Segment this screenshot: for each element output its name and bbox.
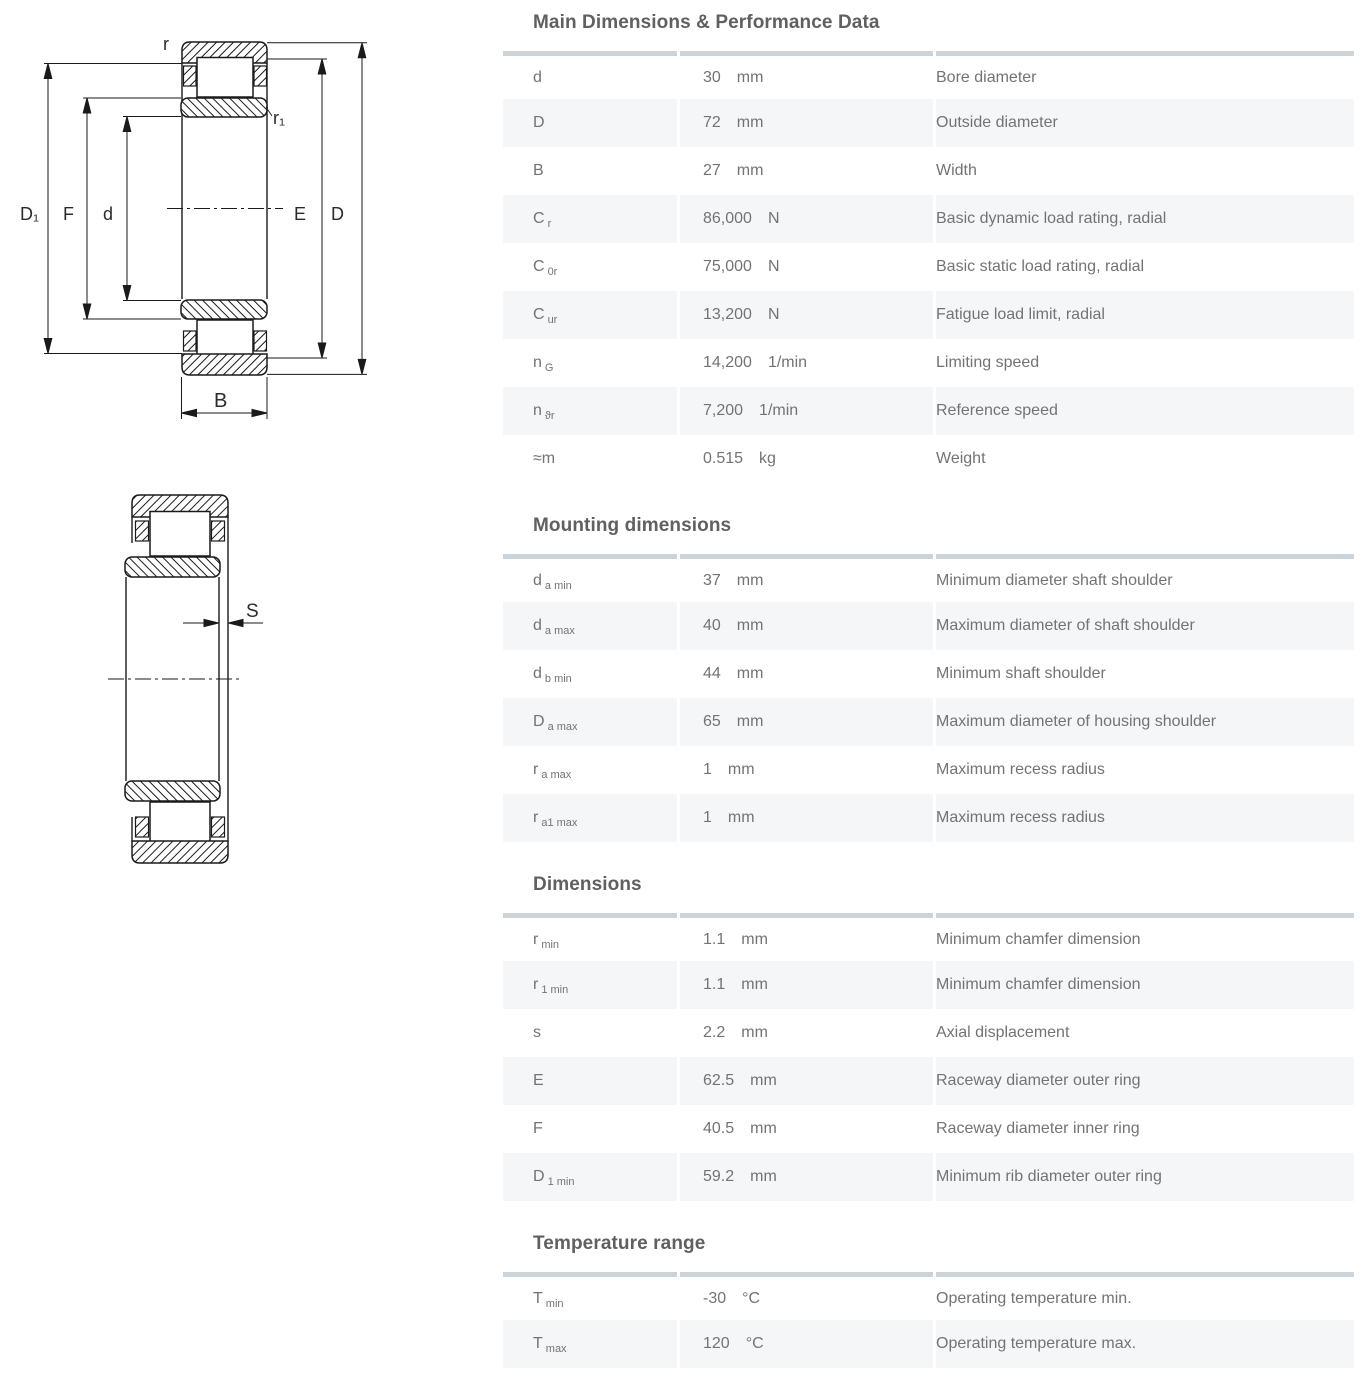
label-F: F [63,204,74,224]
section-title: Dimensions [533,874,642,895]
table-section [503,874,1363,1201]
row-value [680,435,933,483]
row-symbol [503,650,677,698]
row-symbol [503,51,677,99]
cage-top-left-2 [136,521,149,541]
symbol-text: ≈m [533,450,556,467]
row-value [680,99,933,147]
row-value [680,554,933,602]
drawing-axial-section [108,495,243,863]
row-description: Fatigue load limit, radial [936,291,1354,339]
row-description: Minimum shaft shoulder [936,665,1106,682]
table-row [503,435,1354,483]
row-symbol [503,387,677,435]
row-symbol [503,99,677,147]
data-table [500,1272,1357,1368]
row-value [680,746,933,794]
symbol-text: D [533,1168,545,1185]
row-description: Raceway diameter outer ring [936,1057,1354,1105]
table-row [503,554,1354,602]
value-unit: mm [750,1072,777,1089]
value-number: 40 [703,617,721,634]
row-description: Maximum diameter of shaft shoulder [936,602,1354,650]
row-symbol [503,913,677,961]
value-number: -30 [703,1289,727,1307]
cage-top-left [184,66,197,86]
value-number: 44 [703,665,721,682]
symbol-text: n [533,402,542,419]
table-section [503,12,1363,483]
symbol-subscript: a1 max [541,817,578,829]
table-section [503,1233,1363,1368]
table-row [503,1105,1354,1153]
row-symbol [503,243,677,291]
table-row [503,339,1354,387]
roller-top [197,58,253,98]
symbol-text: d [533,68,542,86]
value-number: 0.515 [703,450,744,467]
value-unit: mm [736,68,764,86]
row-value [680,1057,933,1105]
table-row [503,243,1354,291]
symbol-subscript: r [547,218,552,230]
row-description: Maximum diameter of housing shoulder [936,698,1354,746]
row-symbol [503,1105,677,1153]
outer-ring-bottom-2 [132,841,228,863]
cage-top-right [254,66,267,86]
symbol-subscript: a max [541,769,572,781]
table-row [503,746,1354,794]
row-symbol [503,1057,677,1105]
symbol-text: F [533,1120,543,1137]
cage-bottom-left [184,331,197,351]
value-unit: mm [750,1168,777,1185]
symbol-text: r [533,930,539,948]
row-description: Raceway diameter inner ring [936,1120,1140,1137]
row-value [680,147,933,195]
row-description: Minimum chamfer dimension [936,961,1354,1009]
row-symbol [503,339,677,387]
row-description: Weight [936,450,986,467]
symbol-subscript: G [544,362,554,374]
label-B: B [214,390,228,412]
table-row [503,650,1354,698]
row-symbol [503,746,677,794]
table-row [503,51,1354,99]
value-unit: mm [736,713,764,730]
symbol-text: D [533,713,545,730]
outer-ring-bottom [182,354,267,375]
symbol-text: C [533,210,545,227]
row-description: Basic static load rating, radial [936,258,1145,275]
value-number: 65 [703,713,721,730]
row-description: Minimum rib diameter outer ring [936,1153,1354,1201]
table-row [503,1320,1354,1368]
row-value [680,339,933,387]
inner-ring-bottom-2 [125,781,220,801]
value-number: 75,000 [703,258,752,275]
symbol-text: D [533,114,545,131]
row-description: Basic dynamic load rating, radial [936,195,1354,243]
table-row [503,1153,1354,1201]
label-r1: r₁ [273,108,286,128]
symbol-subscript: ϑr [544,410,555,422]
value-unit: mm [727,761,755,778]
value-unit: mm [750,1120,777,1137]
symbol-subscript: 1 min [547,1176,575,1188]
cage-top-right-2 [212,521,225,541]
value-unit: mm [727,809,755,826]
symbol-text: T [533,1289,543,1307]
symbol-text: n [533,354,542,371]
value-number: 1 [703,761,712,778]
table-row [503,602,1354,650]
row-description: Width [936,162,977,179]
symbol-text: r [533,809,539,826]
symbol-text: d [533,617,542,634]
symbol-subscript: 1 min [541,984,569,996]
value-number: 14,200 [703,354,752,371]
value-number: 62.5 [703,1072,735,1089]
value-unit: mm [741,1024,768,1041]
label-D1: D₁ [20,204,40,224]
table-row [503,99,1354,147]
row-value [680,387,933,435]
symbol-subscript: a max [547,721,578,733]
symbol-subscript: b min [544,673,572,685]
value-unit: °C [745,1335,764,1352]
value-number: 1 [703,809,712,826]
value-unit: mm [736,162,764,179]
drawing-cross-section [167,42,286,375]
value-number: 86,000 [703,210,752,227]
value-number: 37 [703,571,721,589]
row-symbol [503,147,677,195]
row-value [680,913,933,961]
cage-bottom-right-2 [212,817,225,837]
row-value [680,51,933,99]
symbol-text: r [533,976,539,993]
row-value [680,961,933,1009]
symbol-text: d [533,571,542,589]
symbol-text: s [533,1024,541,1041]
value-unit: N [767,306,780,323]
label-S: S [246,601,259,622]
table-row [503,291,1354,339]
section-title: Main Dimensions & Performance Data [533,12,880,33]
value-number: 72 [703,114,721,131]
row-description: Bore diameter [936,51,1354,99]
bearing-drawings [0,0,480,900]
row-value [680,602,933,650]
row-description: Axial displacement [936,1024,1070,1041]
symbol-subscript: max [545,1343,567,1355]
table-row [503,1057,1354,1105]
symbol-subscript: min [541,938,560,951]
label-d: d [103,204,114,224]
cage-bottom-right [254,331,267,351]
value-unit: N [767,258,780,275]
symbol-subscript: a max [544,625,575,637]
row-description: Outside diameter [936,99,1354,147]
table-row [503,913,1354,961]
row-description: Minimum diameter shaft shoulder [936,554,1354,602]
row-value [680,291,933,339]
data-panel [503,0,1363,1368]
row-symbol [503,435,677,483]
value-unit: mm [736,571,764,589]
row-symbol [503,195,677,243]
row-description: Minimum chamfer dimension [936,913,1354,961]
value-number: 30 [703,68,721,86]
symbol-text: B [533,162,544,179]
row-value [680,195,933,243]
value-unit: mm [741,930,768,948]
table-row [503,147,1354,195]
symbol-subscript: 0r [547,266,558,278]
symbol-text: r [533,761,539,778]
value-number: 7,200 [703,402,744,419]
value-number: 1.1 [703,976,726,993]
row-value [680,1320,933,1368]
value-number: 1.1 [703,930,726,948]
row-value [680,1009,933,1057]
value-unit: 1/min [759,402,799,419]
value-number: 2.2 [703,1024,726,1041]
value-unit: kg [759,450,776,467]
table-row [503,195,1354,243]
value-number: 59.2 [703,1168,735,1185]
section-title: Mounting dimensions [533,515,732,536]
row-symbol [503,794,677,842]
inner-ring-top [181,98,267,117]
row-description: Operating temperature min. [936,1272,1354,1320]
value-unit: N [767,210,780,227]
value-unit: mm [736,665,764,682]
drawing-axial-labels [246,601,259,622]
row-symbol [503,1272,677,1320]
value-unit: mm [736,617,764,634]
cage-bottom-left-2 [136,817,149,837]
row-symbol [503,961,677,1009]
data-table [500,51,1357,483]
row-description: Maximum recess radius [936,794,1354,842]
table-row [503,698,1354,746]
row-value [680,1153,933,1201]
value-number: 13,200 [703,306,752,323]
label-r: r [163,34,169,54]
symbol-subscript: min [545,1297,564,1310]
row-description: Limiting speed [936,354,1040,371]
table-row [503,961,1354,1009]
table-row [503,794,1354,842]
roller-top-2 [150,512,210,557]
symbol-text: d [533,665,542,682]
row-symbol [503,1320,677,1368]
symbol-subscript: a min [544,579,572,592]
table-row [503,387,1354,435]
roller-bottom-2 [150,802,210,847]
row-symbol [503,698,677,746]
value-unit: °C [742,1289,761,1307]
value-unit: mm [741,976,768,993]
value-number: 27 [703,162,721,179]
inner-ring-top-2 [125,557,220,577]
label-D: D [331,204,344,224]
label-E: E [294,204,307,224]
row-description: Operating temperature max. [936,1320,1354,1368]
row-value [680,243,933,291]
symbol-text: T [533,1335,543,1352]
symbol-text: C [533,258,545,275]
inner-ring-bottom [181,300,267,319]
value-unit: 1/min [767,354,808,371]
row-symbol [503,1009,677,1057]
row-symbol [503,1153,677,1201]
table-row [503,1009,1354,1057]
data-table [500,554,1357,842]
value-unit: mm [736,114,764,131]
section-title: Temperature range [533,1233,706,1254]
value-number: 120 [703,1335,730,1352]
data-table [500,913,1357,1201]
row-symbol [503,291,677,339]
row-value [680,650,933,698]
row-value [680,1105,933,1153]
row-symbol [503,554,677,602]
row-value [680,794,933,842]
symbol-subscript: ur [547,314,558,326]
symbol-text: C [533,306,545,323]
row-value [680,698,933,746]
table-row [503,1272,1354,1320]
row-description: Reference speed [936,387,1354,435]
row-symbol [503,602,677,650]
symbol-text: E [533,1072,544,1089]
value-number: 40.5 [703,1120,735,1137]
row-value [680,1272,933,1320]
table-section [503,515,1363,842]
row-description: Maximum recess radius [936,761,1105,778]
